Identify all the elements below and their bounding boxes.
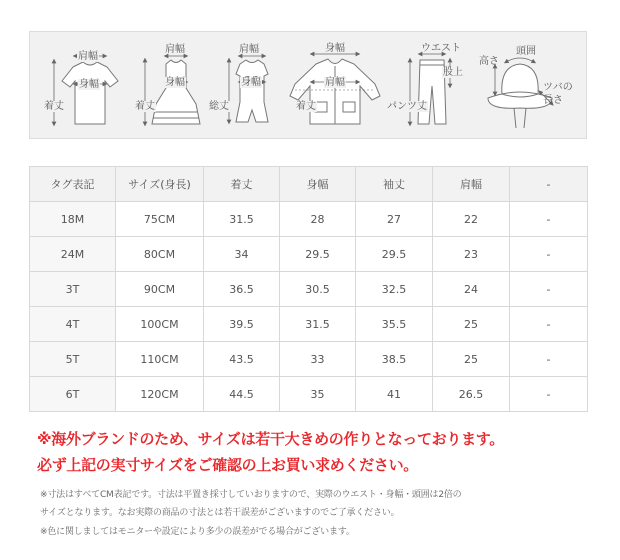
table-cell: 28 [280, 202, 356, 237]
size-table [29, 166, 588, 412]
table-cell: 80CM [116, 237, 204, 272]
table-cell: - [510, 377, 588, 412]
table-cell: 27 [356, 202, 433, 237]
table-cell: 38.5 [356, 342, 433, 377]
table-row [30, 272, 588, 307]
label-body-width-dress: 身幅 [165, 77, 185, 88]
warning-check-size: 必ず上記の実寸サイズをご確認の上お買い求めください。 [37, 456, 419, 474]
header-sleeve-length: 袖丈 [356, 167, 433, 202]
table-cell: 32.5 [356, 272, 433, 307]
label-head-circumference: 頭囲 [516, 46, 536, 57]
table-cell: 44.5 [204, 377, 280, 412]
label-brim-length-2: 長さ [543, 95, 563, 106]
header-body-width: 身幅 [280, 167, 356, 202]
table-cell: 25 [433, 342, 510, 377]
header-length: 着丈 [204, 167, 280, 202]
table-row [30, 342, 588, 377]
table-cell: 25 [433, 307, 510, 342]
garment-illustrations [30, 32, 588, 140]
table-cell: 35 [280, 377, 356, 412]
header-extra: - [510, 167, 588, 202]
label-thigh: 股上 [443, 67, 463, 78]
label-brim-length-1: ツバの [543, 82, 573, 93]
table-cell: 90CM [116, 272, 204, 307]
table-cell: 30.5 [280, 272, 356, 307]
label-length-dress: 着丈 [135, 101, 155, 112]
romper-icon [236, 60, 268, 122]
table-cell: 34 [204, 237, 280, 272]
table-cell: - [510, 202, 588, 237]
label-length-tshirt: 着丈 [44, 101, 64, 112]
table-cell: 31.5 [280, 307, 356, 342]
table-cell: 39.5 [204, 307, 280, 342]
table-cell: 29.5 [356, 237, 433, 272]
table-cell: - [510, 237, 588, 272]
table-cell: - [510, 342, 588, 377]
table-cell: 23 [433, 237, 510, 272]
table-cell: 29.5 [280, 237, 356, 272]
table-cell: 24 [433, 272, 510, 307]
table-cell: 41 [356, 377, 433, 412]
table-cell: 4T [30, 307, 116, 342]
label-shoulder-width-romper: 肩幅 [239, 44, 259, 55]
table-row [30, 307, 588, 342]
dress-icon [152, 60, 200, 124]
measurement-guide [29, 31, 587, 139]
table-cell: 18M [30, 202, 116, 237]
table-cell: 3T [30, 272, 116, 307]
note-measurement-1: ※寸法はすべてCM表記です。寸法は平置き採寸していおりますので、実際のウエスト・身幅・頭囲は2倍の [40, 490, 462, 500]
note-color: ※色に関しましてはモニターや設定により多少の誤差がでる場合がございます。 [40, 527, 355, 537]
label-body-width-jacket: 身幅 [325, 43, 345, 54]
table-cell: 6T [30, 377, 116, 412]
table-cell: 100CM [116, 307, 204, 342]
header-shoulder-width: 肩幅 [433, 167, 510, 202]
table-cell: 26.5 [433, 377, 510, 412]
table-cell: 22 [433, 202, 510, 237]
table-cell: 75CM [116, 202, 204, 237]
table-cell: 5T [30, 342, 116, 377]
table-cell: - [510, 272, 588, 307]
header-tag: タグ表記 [30, 167, 116, 202]
table-cell: 35.5 [356, 307, 433, 342]
note-measurement-2: サイズとなります。なお実際の商品の寸法とは若干誤差がございますのでご了承ください。 [40, 508, 400, 518]
table-cell: 33 [280, 342, 356, 377]
label-hat-height: 高さ [479, 56, 499, 67]
table-row [30, 377, 588, 412]
header-size: サイズ(身長) [116, 167, 204, 202]
table-cell: - [510, 307, 588, 342]
tshirt-icon [62, 62, 118, 124]
label-pants-length: パンツ丈 [387, 101, 427, 112]
label-shoulder-width-jacket: 肩幅 [325, 77, 345, 88]
label-total-length-romper: 総丈 [209, 101, 229, 112]
label-body-width-tshirt: 身幅 [79, 79, 99, 90]
label-length-jacket: 着丈 [296, 101, 316, 112]
table-header-row [30, 167, 588, 202]
warning-oversize: ※海外ブランドのため、サイズは若干大きめの作りとなっております。 [37, 430, 504, 448]
jacket-icon [290, 59, 380, 124]
table-cell: 43.5 [204, 342, 280, 377]
table-cell: 31.5 [204, 202, 280, 237]
table-cell: 110CM [116, 342, 204, 377]
label-shoulder-width-dress: 肩幅 [165, 44, 185, 55]
table-row [30, 202, 588, 237]
table-row [30, 237, 588, 272]
label-body-width-romper: 身幅 [241, 77, 261, 88]
table-cell: 120CM [116, 377, 204, 412]
label-waist: ウエスト [421, 43, 461, 54]
table-cell: 24M [30, 237, 116, 272]
table-cell: 36.5 [204, 272, 280, 307]
label-shoulder-width-tshirt: 肩幅 [78, 51, 98, 62]
